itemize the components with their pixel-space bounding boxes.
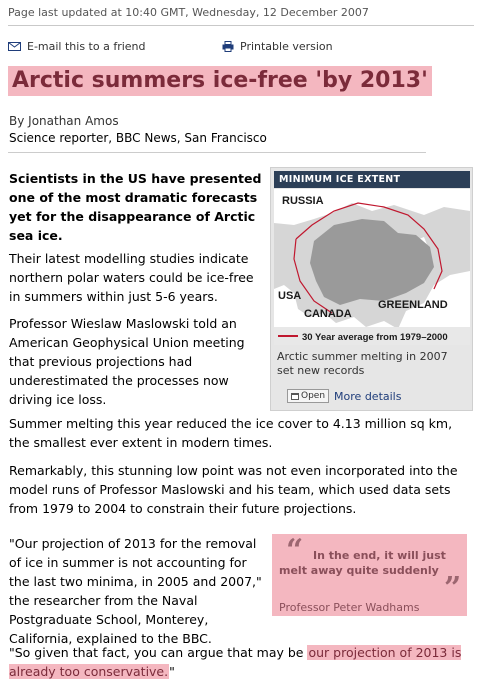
quote-text: "So given that fact, you can argue that may be — [9, 645, 308, 660]
highlighted-quote: our projection of 2013 is already too conservative. — [9, 645, 462, 679]
email-link[interactable] — [8, 40, 146, 53]
label-russia: RUSSIA — [282, 195, 324, 207]
last-updated: Page last updated at 10:40 GMT, Wednesday, 12 December 2007 — [8, 6, 369, 19]
divider — [8, 25, 474, 26]
map-caption: Arctic summer melting in 2007 set new records — [277, 350, 448, 377]
pull-quote-attribution: Professor Peter Wadhams — [279, 601, 420, 614]
window-icon — [291, 393, 299, 400]
open-quote-mark: “ — [286, 533, 304, 568]
label-usa: USA — [278, 290, 302, 302]
map-legend: 30 Year average from 1979–2000 — [302, 332, 448, 343]
label-canada: CANADA — [304, 308, 352, 320]
printer-icon — [222, 41, 234, 52]
paragraph: Their latest modelling studies indicate northern polar waters could be ice-free in summers within just 5-6 years. — [9, 251, 254, 304]
paragraph — [9, 643, 474, 681]
paragraph: "Our projection of 2013 for the removal of ice in summer is not accounting for the last two minima, in 2005 and 2007," the researcher from the Naval Postgraduate School, Monterey, California, explained to the BBC. — [9, 536, 262, 646]
paragraph: Professor Wieslaw Maslowski told an American Geophysical Union meeting that previous projections had underestimated the processes now driving ice loss. — [9, 316, 245, 407]
email-link-label: E-mail this to a friend — [27, 40, 146, 53]
print-link[interactable] — [222, 40, 333, 53]
headline: Arctic summers ice-free 'by 2013' — [8, 66, 432, 96]
pull-quote-text: In the end, it will just melt away quite suddenly — [279, 549, 446, 577]
quote-end: " — [169, 664, 175, 679]
pull-quote — [272, 534, 467, 616]
byline-author: By Jonathan Amos — [9, 114, 119, 128]
open-button-label: Open — [301, 391, 326, 401]
more-details-label: More details — [334, 389, 402, 403]
label-greenland: GREENLAND — [378, 299, 448, 311]
intro-paragraph: Scientists in the US have presented one of the most dramatic forecasts yet for the disappearance of Arctic sea ice. — [9, 171, 262, 243]
paragraph: Remarkably, this stunning low point was not even incorporated into the model runs of Professor Maslowski and his team, which used data sets from 1979 to 2004 to constrain their future projections. — [9, 463, 458, 516]
ice-extent-map-box — [270, 167, 473, 411]
ice-extent-map — [274, 189, 470, 345]
print-link-label: Printable version — [240, 40, 333, 53]
envelope-icon — [8, 42, 21, 51]
paragraph: Summer melting this year reduced the ice cover to 4.13 million sq km, the smallest ever extent in modern times. — [9, 416, 453, 450]
byline — [9, 113, 267, 147]
open-button[interactable] — [287, 389, 329, 403]
close-quote-mark: ” — [444, 571, 462, 606]
byline-role: Science reporter, BBC News, San Francisco — [9, 131, 267, 145]
map-title: MINIMUM ICE EXTENT — [274, 171, 470, 188]
more-details-link[interactable] — [287, 389, 401, 403]
divider — [8, 152, 426, 153]
